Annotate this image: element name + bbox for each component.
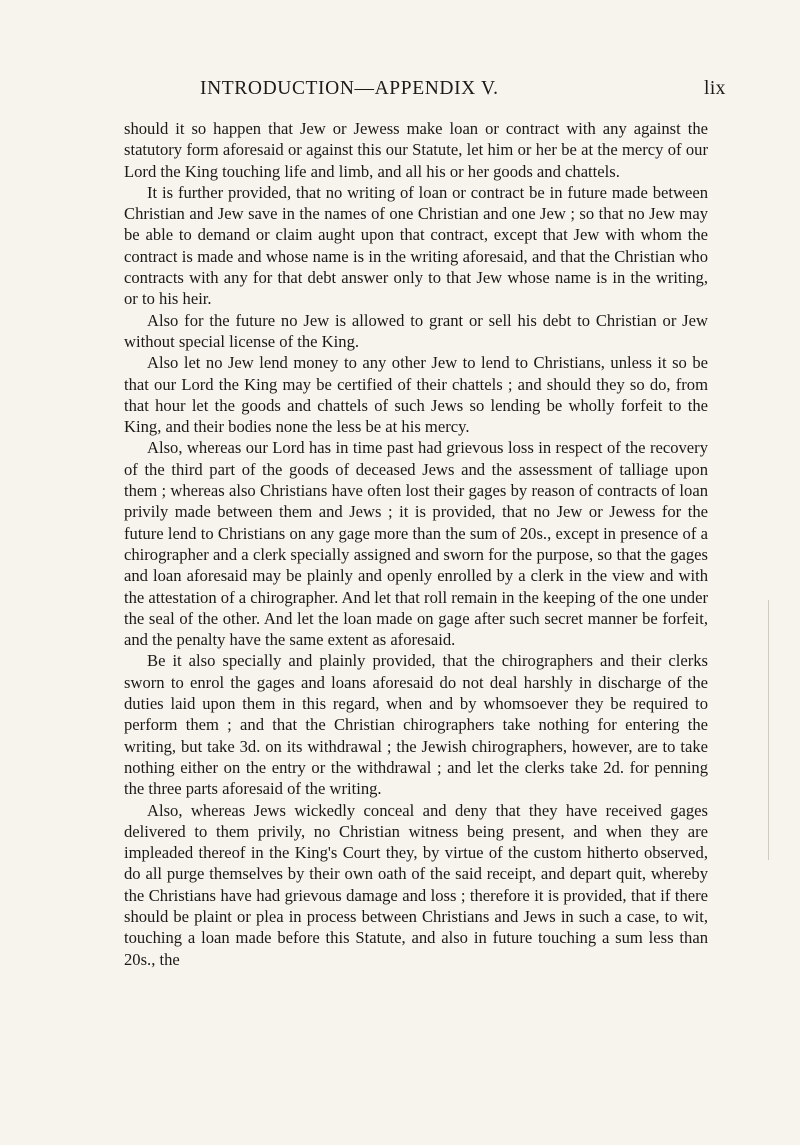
binding-margin-line <box>768 600 769 860</box>
paragraph: It is further provided, that no writing of loan or contract be in future made between Christian and Jew save in the names of one Christian and one Jew ; so that no Jew may be able to demand or claim aught upon that contract, except that Jew with whom the contract is made and whose name is in the writing aforesaid, and that the Christian who contracts with any for that debt answer only to that Jew whose name is in the writing, or to his heir. <box>124 182 708 309</box>
paragraph: Be it also specially and plainly provided, that the chirographers and their clerks sworn to enrol the gages and loans aforesaid do not deal harshly in discharge of the duties laid upon them in this regard, when and by whomsoever they be required to perform them ; and that the Christian chirographers take nothing for entering the writing, but take 3d. on its withdrawal ; the Jewish chirographers, however, are to take nothing either on the entry or the withdrawal ; and let the clerks take 2d. for penning the three parts aforesaid of the writing. <box>124 651 708 799</box>
paragraph: Also, whereas Jews wickedly conceal and deny that they have received gages delivered to them privily, no Christian witness being present, and when they are impleaded thereof in the King's Court they, by virtue of the custom hitherto observed, do all purge themselves by their own oath of the said receipt, and depart quit, whereby the Christians have had grievous damage and loss ; therefore it is provided, that if there should be plaint or plea in process between Christians and Jews in such a case, to wit, touching a loan made before this Statute, and also in future touching a sum less than 20s., the <box>124 800 708 969</box>
body-text <box>124 118 708 970</box>
running-header-title: INTRODUCTION—APPENDIX V. <box>200 78 499 99</box>
paragraph: Also, whereas our Lord has in time past had grievous loss in respect of the recovery of the third part of the goods of deceased Jews and the assessment of talliage upon them ; whereas also Christians have often lost their gages by reason of contracts of loan privily made between them and Jews ; it is provided, that no Jew or Jewess for the future lend to Christians on any gage more than the sum of 20s., except in presence of a chirographer and a clerk specially assigned and sworn for the purpose, so that the gages and loan aforesaid may be plainly and openly enrolled by a clerk in the view and with the attestation of a chirographer. And let that roll remain in the keeping of the one under the seal of the other. And let the loan made on gage after such secret manner be forfeit, and the penalty have the same extent as aforesaid. <box>124 438 708 650</box>
page-number: lix <box>704 78 726 99</box>
paragraph-continued: should it so happen that Jew or Jewess make loan or contract with any against the statutory form aforesaid or against this our Statute, let him or her be at the mercy of our Lord the King touching life and limb, and all his or her goods and chattels. <box>124 119 708 181</box>
paragraph: Also for the future no Jew is allowed to grant or sell his debt to Christian or Jew without special license of the King. <box>124 310 708 351</box>
paragraph: Also let no Jew lend money to any other Jew to lend to Christians, unless it so be that our Lord the King may be certified of their chattels ; and should they so do, from that hour let the goods and chattels of such Jews so lending be wholly forfeit to the King, and their bodies none the less be at his mercy. <box>124 353 708 437</box>
